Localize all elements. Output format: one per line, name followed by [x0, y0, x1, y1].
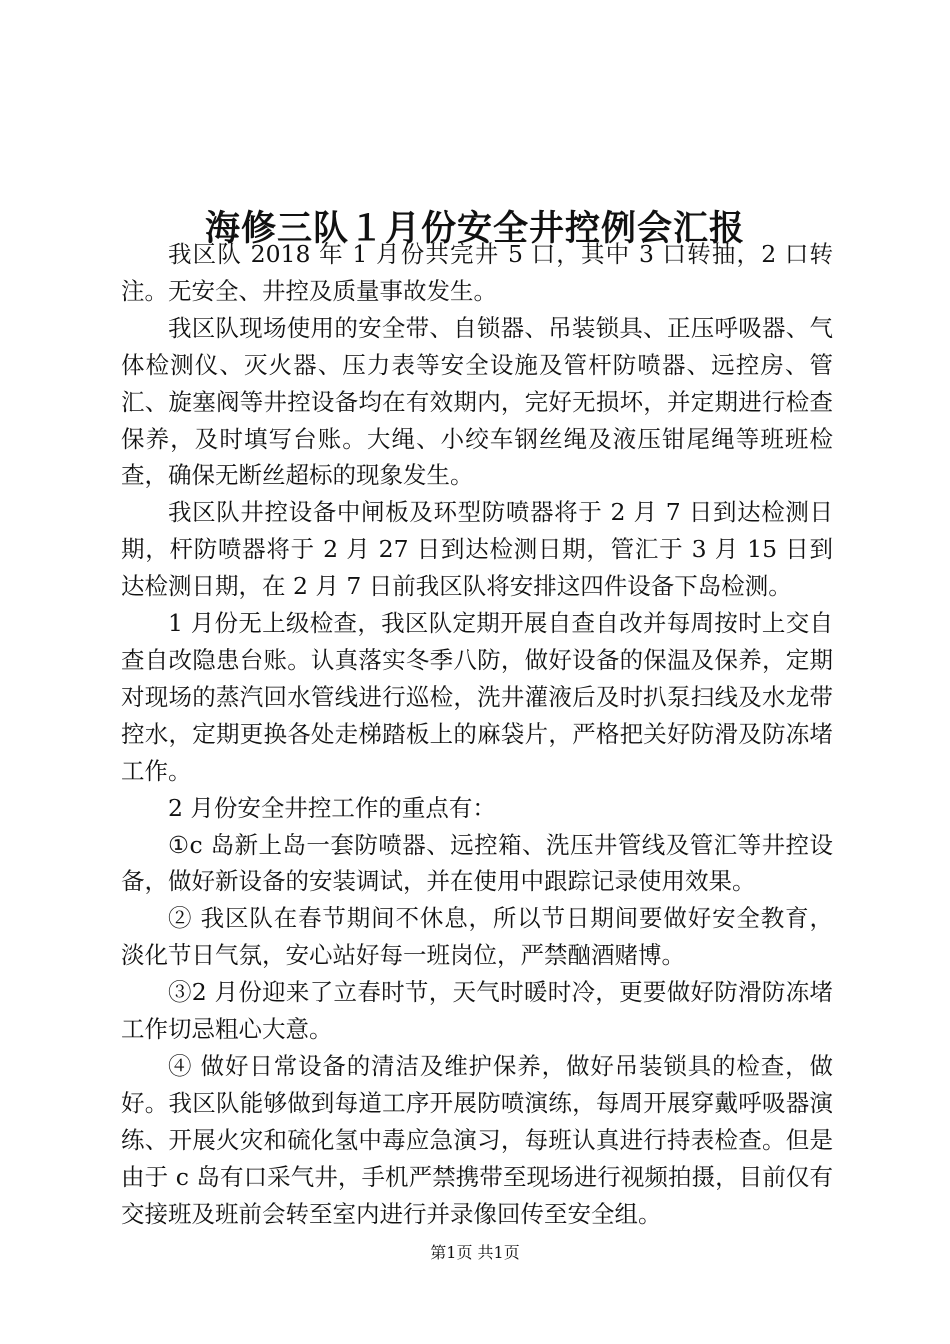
document-body: [121, 236, 833, 1232]
paragraph-self-inspection: 1 月份无上级检查，我区队定期开展自查自改并每周按时上交自查自改隐患台账。认真落实冬季八防，做好设备的保温及保养，定期对现场的蒸汽回水管线进行巡检，洗井灌液后及时扒泵扫线及水龙带控水，定期更换各处走梯踏板上的麻袋片，严格把关好防滑及防冻堵工作。: [121, 609, 833, 785]
paragraph-february-focus-heading: 2 月份安全井控工作的重点有：: [168, 793, 496, 822]
paragraph-safety-equipment: 我区队现场使用的安全带、自锁器、吊装锁具、正压呼吸器、气体检测仪、灭火器、压力表等安全设施及管杆防喷器、远控房、管汇、旋塞阀等井控设备均在有效期内，完好无损坏，并定期进行检查保养，及时填写台账。大绳、小绞车钢丝绳及液压钳尾绳等班班检查，确保无断丝超标的现象发生。: [121, 313, 833, 490]
paragraph-inspection-dates: 我区队井控设备中闸板及环型防喷器将于 2 月 7 日到达检测日期，杆防喷器将于 2 月 27 日到达检测日期，管汇于 3 月 15 日到达检测日期，在 2 月 7 日前我区队将安排这四件设备下岛检测。: [121, 498, 833, 601]
list-item-2: ② 我区队在春节期间不休息，所以节日期间要做好安全教育，淡化节日气氛，安心站好每一班岗位，严禁酗酒赌博。: [121, 904, 833, 970]
list-item-1: ①c 岛新上岛一套防喷器、远控箱、洗压井管线及管汇等井控设备，做好新设备的安装调试，并在使用中跟踪记录使用效果。: [121, 830, 833, 896]
list-item-4: ④ 做好日常设备的清洁及维护保养，做好吊装锁具的检查，做好。我区队能够做到每道工序开展防喷演练，每周开展穿戴呼吸器演练、开展火灾和硫化氢中毒应急演习，每班认真进行持表检查。但是由于 c 岛有口采气井，手机严禁携带至现场进行视频拍摄，目前仅有交接班及班前会转至室内进行并录像回传至安全组。: [121, 1051, 833, 1228]
paragraph-completion-summary: 我区队 2018 年 1 月份共完井 5 口，其中 3 口转抽，2 口转注。无安全、井控及质量事故发生。: [121, 240, 833, 305]
document-title: 海修三队１月份安全井控例会汇报: [204, 208, 745, 250]
list-item-3: ③2 月份迎来了立春时节，天气时暖时冷，更要做好防滑防冻堵工作切忌粗心大意。: [121, 978, 833, 1044]
page-footer: 第1页 共1页: [430, 1243, 520, 1262]
